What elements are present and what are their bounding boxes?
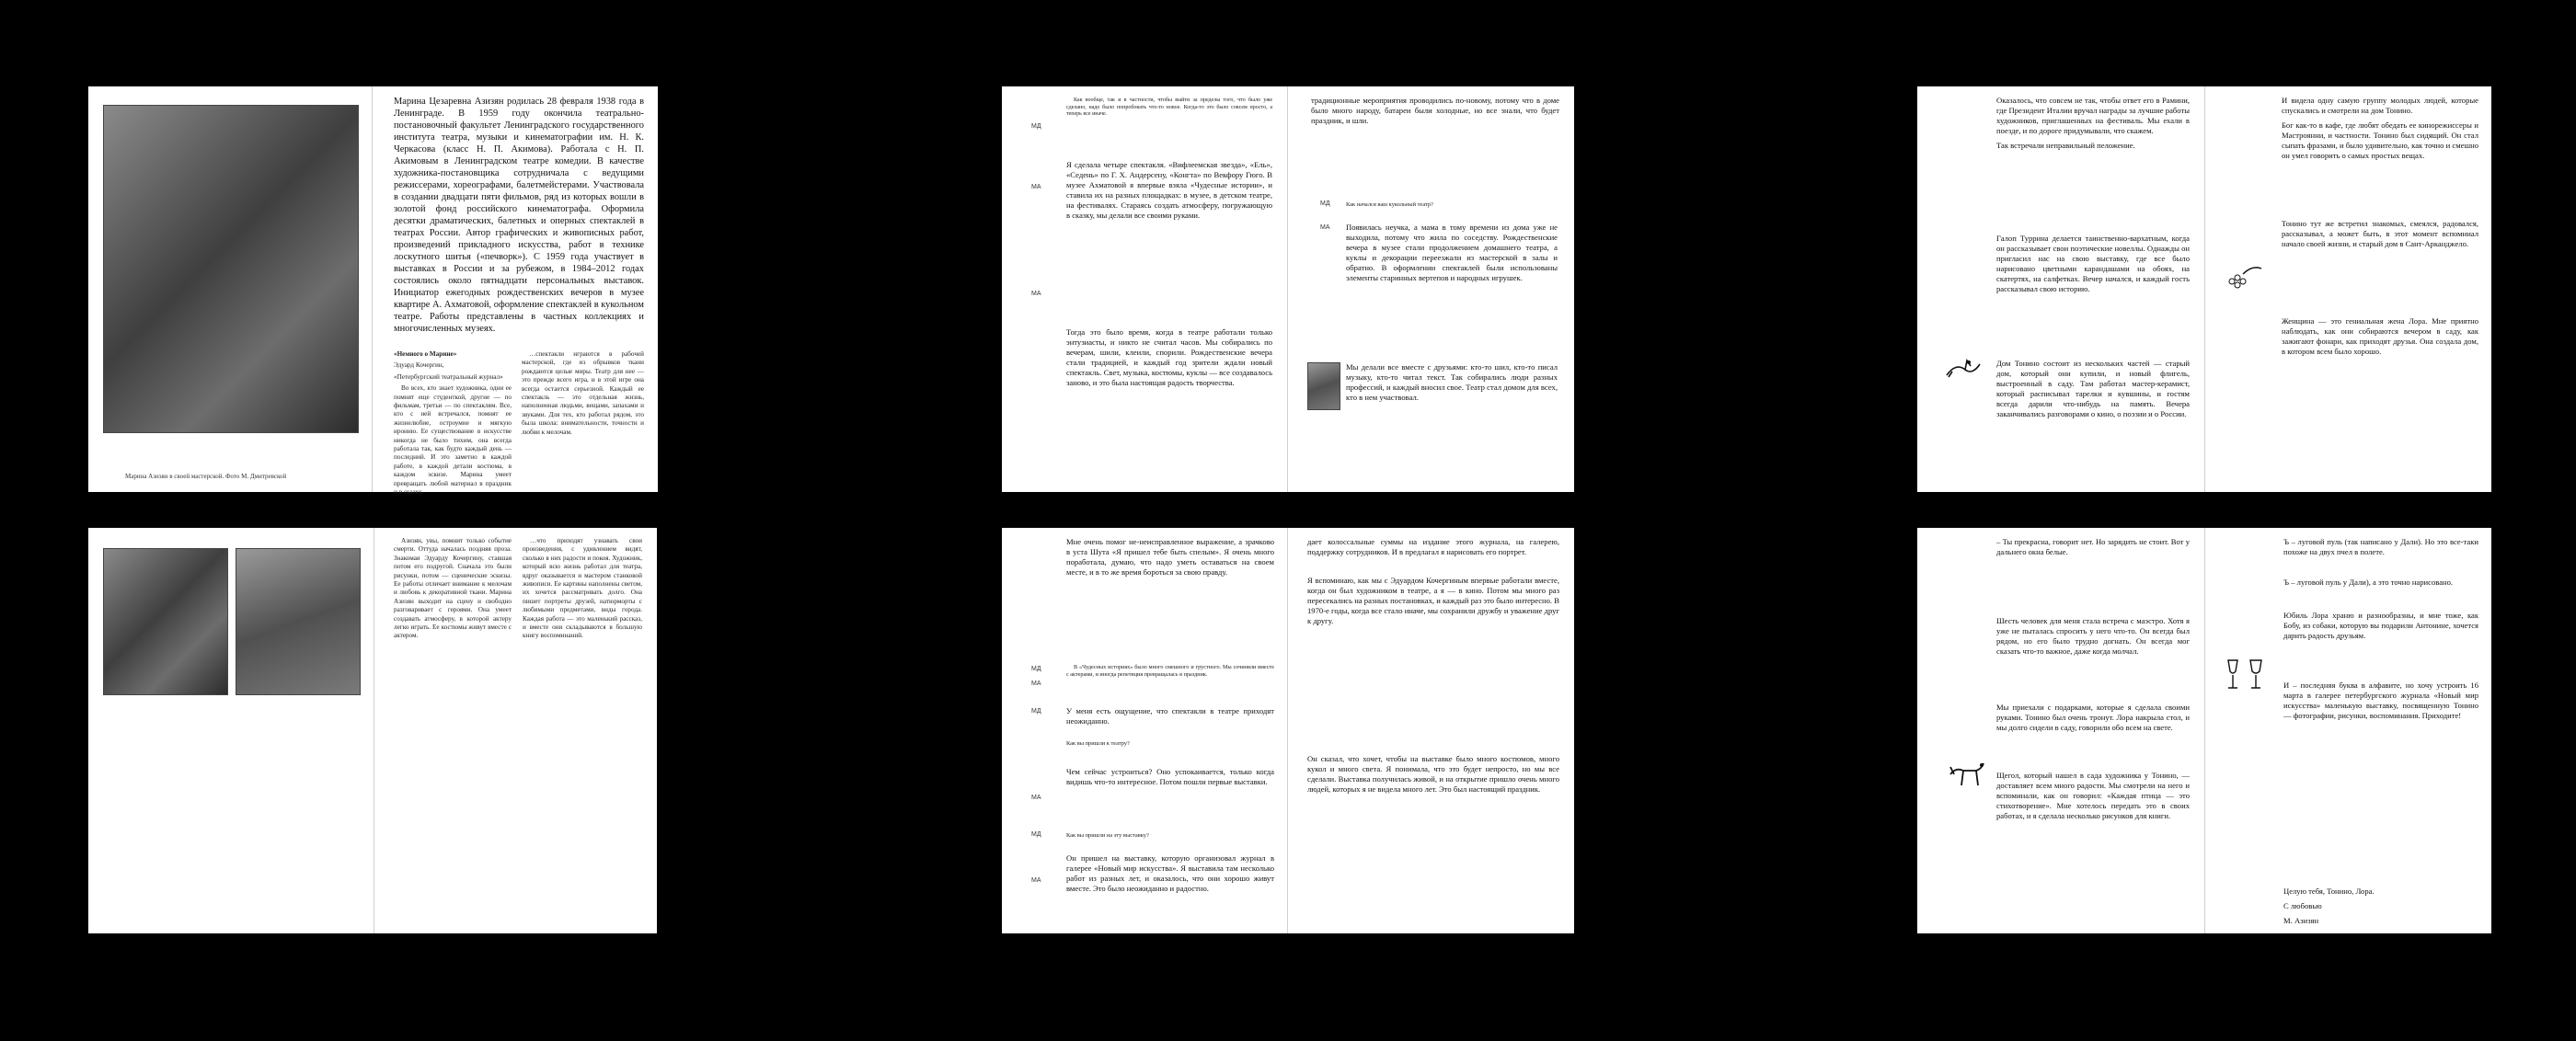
- speaker-note: МД: [1031, 123, 1041, 130]
- interview-answer: Я сделала четыре спектакля. «Вифлеемская звезда», «Ель», «Седень» по Г. Х. Андерсену, «Конгта» по Векфору Гюго. В музее Ахматовой я впервые взяла «Чудесные истории», и ставила их на разных площадках: в музее, в детском театре, на фестивалях. Стараясь создать атмосферу, погружающую в сказку, мы делали все своими руками.: [1066, 160, 1272, 220]
- interview-answer: дает колоссальные суммы на издание этого журнала, на галерею, поддержку сотрудников. И в предлагал я нарисовать его портрет.: [1307, 537, 1559, 556]
- letter-text: – Ты прекрасна, говорит нет. Но зарядить не стоит. Вот у дальнего окна белые.: [1996, 537, 2190, 556]
- speaker-note: МА: [1031, 795, 1041, 801]
- spread-1-right-page: [372, 86, 658, 497]
- gutter: [1287, 86, 1288, 492]
- spread-4-left-page: [88, 528, 374, 933]
- artist-portrait-photo: [103, 105, 359, 433]
- letter-text: Оказалось, что совсем не так, чтобы ответ его в Рамини, где Президент Италии вручал награды за лучшие работы художников, приглашенных на фестиваль. Мы ехали в поезде, и по дороге придумывали, что скажем. Так встречали неправильный пеложение.: [1996, 96, 2190, 150]
- letter-text: И видела одну самую группу молодых людей, которые спускались и смотрели на дом Тонино. Бог как-то в кафе, где любят обедать ее кинорежиссеры и Мастроянни, и частности. Тонино был сидящий. Он стал сыпать фразами, и было удивительно, как точно и смешно он умел говорить о самых простых вещах.: [2282, 96, 2478, 160]
- letter-text: Дом Тонино состоит из нескольких частей — старый дом, который они купили, и новый флигель, выстроенный в саду. Там работал мастер-керамист, который расписывал тарелки и кувшины, и гостям всегда дарили что-нибудь на память. Вечера заканчивались разговорами о кино, о поэзии и о России.: [1996, 359, 2190, 418]
- letter-text: И – последняя буква в алфавите, но хочу устроить 16 марта в галерее петербургского журнала «Новый мир искусства» маленькую выставку, посвященную Тонино — фотографии, рисунки, воспоминания. Приходите!: [2283, 681, 2478, 720]
- speaker-note: МД: [1320, 200, 1330, 207]
- speaker-note: МА: [1320, 224, 1330, 231]
- letter-text: Ъ – луговой пуль у Дали), а это точно нарисовано.: [2283, 578, 2454, 587]
- spread-3-left-page: [1917, 86, 2204, 492]
- spread-6-left-page: [1917, 528, 2204, 933]
- letter-closing: Целую тебя, Тонино, Лора. С любовью М. Азизян: [2283, 887, 2478, 929]
- painting-photo-right: [236, 548, 361, 695]
- gutter: [1287, 528, 1288, 933]
- interview-question: Как начался ваш кукольный театр?: [1346, 201, 1433, 208]
- spread-2-left-page: [1002, 86, 1287, 492]
- speaker-note: МА: [1031, 291, 1041, 297]
- gutter: [2204, 528, 2205, 933]
- speaker-note: МД: [1031, 666, 1041, 672]
- interview-answer: Появилась неучка, а мама в тому времени из дома уже не выходила, потому что жила по соседству. Рождественские вечера в музее стали продолжением домашнего театра, а куклы и декорации переезжали из мастерской в залы и обратно. В оформлении спектаклей были использованы элементы старинных вертепов и народных игрушек.: [1346, 223, 1558, 282]
- speaker-note: МД: [1031, 708, 1041, 715]
- interview-answer: Я вспоминаю, как мы с Эдуардом Кочергиным впервые работали вместе, когда он был художником в театре, а я — в кино. Потом мы много раз пересекались на разных постановках, и каждый раз это было интересно. В 1970-е годы, когда все стало иначе, мы сохранили дружбу и уважение друг к другу.: [1307, 576, 1559, 625]
- interview-answer: Мне очень помог не-неисправленное выражение, а зрачково в уста Шута «Я пришел тебе быть спелым». Я очень много поработала, думаю, что надо уметь оставаться на своем месте, и в то же время бороться за свою правду.: [1066, 537, 1274, 577]
- photo-caption: Марина Азизян в своей мастерской. Фото М. Дмитревской: [125, 473, 287, 480]
- spread-1-left-page: [88, 86, 372, 492]
- wine-glasses-sketch-icon: [2223, 657, 2267, 697]
- dog-sketch-icon: [1945, 758, 1989, 795]
- article-column-a: «Немного о Марине» Эдуард Кочергин, «Петербургский театральный журнал» Во всех, кто знает художника, одни ее помнят еще студенткой, другие — по фильмам, третьи — по спектаклям. Все, кто с ней встречался, помнят ее жизнелюбие, остроумие и мягкую иронию. Ее существование в искусстве никогда не было тихим, она всегда работала так, как будто каждый день — последний. И это заметно в каждой работе, в каждой детали костюма, в каждом эскизе. Марина умеет превращать любой материал в праздник и в сказку.: [394, 350, 512, 497]
- spread-3-right-page: [2204, 86, 2491, 492]
- spread-5-right-page: [1287, 528, 1574, 933]
- speaker-note: МА: [1031, 681, 1041, 687]
- speaker-note: МА: [1031, 877, 1041, 884]
- spread-5-left-page: [1002, 528, 1287, 933]
- letter-text: Щегол, который нашел в сада художника у Тонино, — доставляет всем много радости. Мы смотрели на него и вспоминали, как он говорил: «Каждая птица — это стихотворение». Мне хотелось передать это в своих работах, и я сделала несколько рисунков для книги.: [1996, 771, 2190, 820]
- small-portrait-photo: [1307, 362, 1340, 410]
- letter-text: Юбиль Лора храню и разнообразны, и мне тоже, как Бобу, из собаки, которую вы подарили Антонине, хочется дарить радость друзьям.: [2283, 611, 2478, 640]
- interview-question: У меня есть ощущение, что спектакли в театре приходят неожиданно.: [1066, 706, 1274, 726]
- gutter: [2204, 86, 2205, 492]
- interview-note: В «Чудесных историях» было много смешного и грустного. Мы сочиняли вместе с актерами, и иногда репетиция превращалась в праздник.: [1066, 664, 1274, 678]
- speaker-note: МД: [1031, 831, 1041, 838]
- interview-answer: Он пришел на выставку, которую организовал журнал в галерее «Новый мир искусства». Я выставила там несколько работ из разных лет, и оказалось, что они хорошо живут вместе. Это было неожиданно и радостно.: [1066, 853, 1274, 893]
- interview-answer: Мы делали все вместе с друзьями: кто-то шил, кто-то писал музыку, кто-то читал текст. Так собирались люди разных профессий, и каждый вносил свое. Театр стал домом для всех, кто в нем участвовал.: [1346, 362, 1558, 402]
- article-column-b: …спектакли играются в рабочей мастерской, где из обрывков ткани рождаются целые миры. Театр для нее — это прежде всего игра, и в этой игре она всегда остается серьезной. Каждый ее спектакль — это отдельная жизнь, наполненная людьми, вещами, запахами и звуками. Для тех, кто работал рядом, это была школа: внимательности, точности и любви к мелочам.: [522, 350, 644, 436]
- painting-photo-left: [103, 548, 228, 695]
- spread-6-right-page: [2204, 528, 2491, 933]
- letter-text: Женщина — это гениальная жена Лора. Мне приятно наблюдать, как они собираются вечером в саду, как зажигают фонари, как приходят друзья. Она создала дом, в котором всем было хорошо.: [2282, 316, 2478, 356]
- grapes-sketch-icon: [2223, 261, 2265, 292]
- letter-text: Галоп Туррина делается таинственно-вархатным, когда он рассказывает свои поэтические новеллы. Однажды он пригласил нас на свою выставку, где все было нарисовано цветными карандашами на обоях, на скатертях, на салфетках. Вечер начался, и каждый гость рассказывал свою историю.: [1996, 234, 2190, 293]
- speaker-note: МА: [1031, 184, 1041, 190]
- interview-intro: Как вообще, так и в частности, чтобы выйти за пределы того, что было уже сделано, надо было попробовать что-то новое. Когда-то это было совсем просто, а теперь все иначе.: [1066, 97, 1272, 118]
- interview-answer: традиционные мероприятия проводились по-новому, потому что в доме было много народу, батареи были холодные, но все знали, что будет праздник, и шли.: [1311, 96, 1559, 125]
- letter-text: Шесть человек для меня стала встреча с маэстро. Хотя я уже не пыталась спросить у него что-то. Он всегда был рядом, но его было трудно догнать. Он всегда мог сказать что-то важное, даже когда молчал.: [1996, 616, 2190, 656]
- cat-sketch-icon: [1943, 353, 1985, 381]
- letter-text: Мы приехали с подарками, которые я сделала своими руками. Тонино был очень тронут. Лора накрыла стол, и мы долго сидели в саду, говорили обо всем на свете.: [1996, 703, 2190, 732]
- interview-question: Как вы пришли к театру?: [1066, 740, 1130, 747]
- signature: М. Азизян: [2283, 916, 2319, 925]
- interview-question: Как вы пришли на эту выставку?: [1066, 832, 1149, 839]
- letter-text: Тонино тут же встретил знакомых, смеялся, радовался, рассказывал, а может быть, в этот момент вспоминал начало своей жизни, и старый дом в Сант-Арканджело.: [2282, 219, 2478, 248]
- article-column-a: Азизян, увы, помнит только событие смерти. Оттуда началась поздняя проза. Знакомая Эдуарду Кочергину, ставшая потом его подругой. Сначала это были рисунки, потом — сценические эскизы. Ее работы отличает внимание к мелочам и любовь к декоративной ткани. Марина Азизян выходит на сцену и свободно разговаривает с героями. Она умеет создавать атмосферу, в которой актеру легко играть. Ее костюмы живут вместе с актером.: [394, 537, 512, 640]
- interview-answer: Он сказал, что хочет, чтобы на выставке было много костюмов, много кукол и много света. Я понимала, что это будет непросто, но мы все сделали. Выставка получилась живой, и на открытие пришло очень много людей, которых я не видела много лет. Это был настоящий праздник.: [1307, 754, 1559, 794]
- spread-2-right-page: [1287, 86, 1574, 492]
- bio-text: Марина Цезаревна Азизян родилась 28 февраля 1938 года в Ленинграде. В 1959 году окончила театрально-постановочный факультет Ленинградского государственного института театра, музыки и кинематографии им. Н. К. Черкасова (класс Н. П. Акимова). Работала с Н. П. Акимовым в Ленинградском театре комедии. В качестве художника-постановщика сотрудничала с ведущими режиссерами, хореографами, балетмейстерами. Участвовала в создании двадцати пяти фильмов, ряд из которых вошли в золотой фонд российского кинематографа. Оформила десятки драматических, балетных и оперных спектаклей в театрах России. Автор графических и живописных работ, произведений прикладного искусства, работ в технике лоскутного шитья («печворк»). С 1959 года участвует в выставках в России и за рубежом, в 1984–2012 годах состоялись около пятнадцати персональных выставок. Инициатор ежегодных рождественских вечеров в музее квартире А. Ахматовой, оформление спектаклей в кукольном театре. Работы представлены в частных коллекциях и многочисленных музеях.: [394, 97, 644, 334]
- article-column-b: …что приходят узнавать свои произведения, с удивлением видят, сколько в них радости и покоя. Художник, который всю жизнь работал для театра, вдруг оказывается и мастером станковой живописи. Ее картины наполнены светом, их хочется рассматривать долго. Она пишет портреты друзей, натюрморты с любимыми предметами, виды города. Каждая работа — это маленький рассказ, и вместе они складываются в большую книгу воспоминаний.: [523, 537, 642, 640]
- spread-4-right-page: [374, 528, 657, 933]
- gutter: [372, 86, 373, 492]
- interview-answer: Тогда это было время, когда в театре работали только энтузиасты, и никто не считал часов. Мы собирались по вечерам, шили, клеили, спорили. Рождественские вечера стали традицией, и каждый год зрители ждали новый спектакль. Свет, музыка, костюмы, куклы — все создавалось заново, и это была настоящая радость творчества.: [1066, 327, 1272, 387]
- letter-text: Ъ – луговой пуль (так написано у Дали). Но это все-таки похоже на двух пчел в полете.: [2283, 537, 2478, 556]
- interview-answer: Чем сейчас устроиться? Оно успокаивается, только когда видишь что-то интересное. Потом пошли первые выставки.: [1066, 767, 1274, 786]
